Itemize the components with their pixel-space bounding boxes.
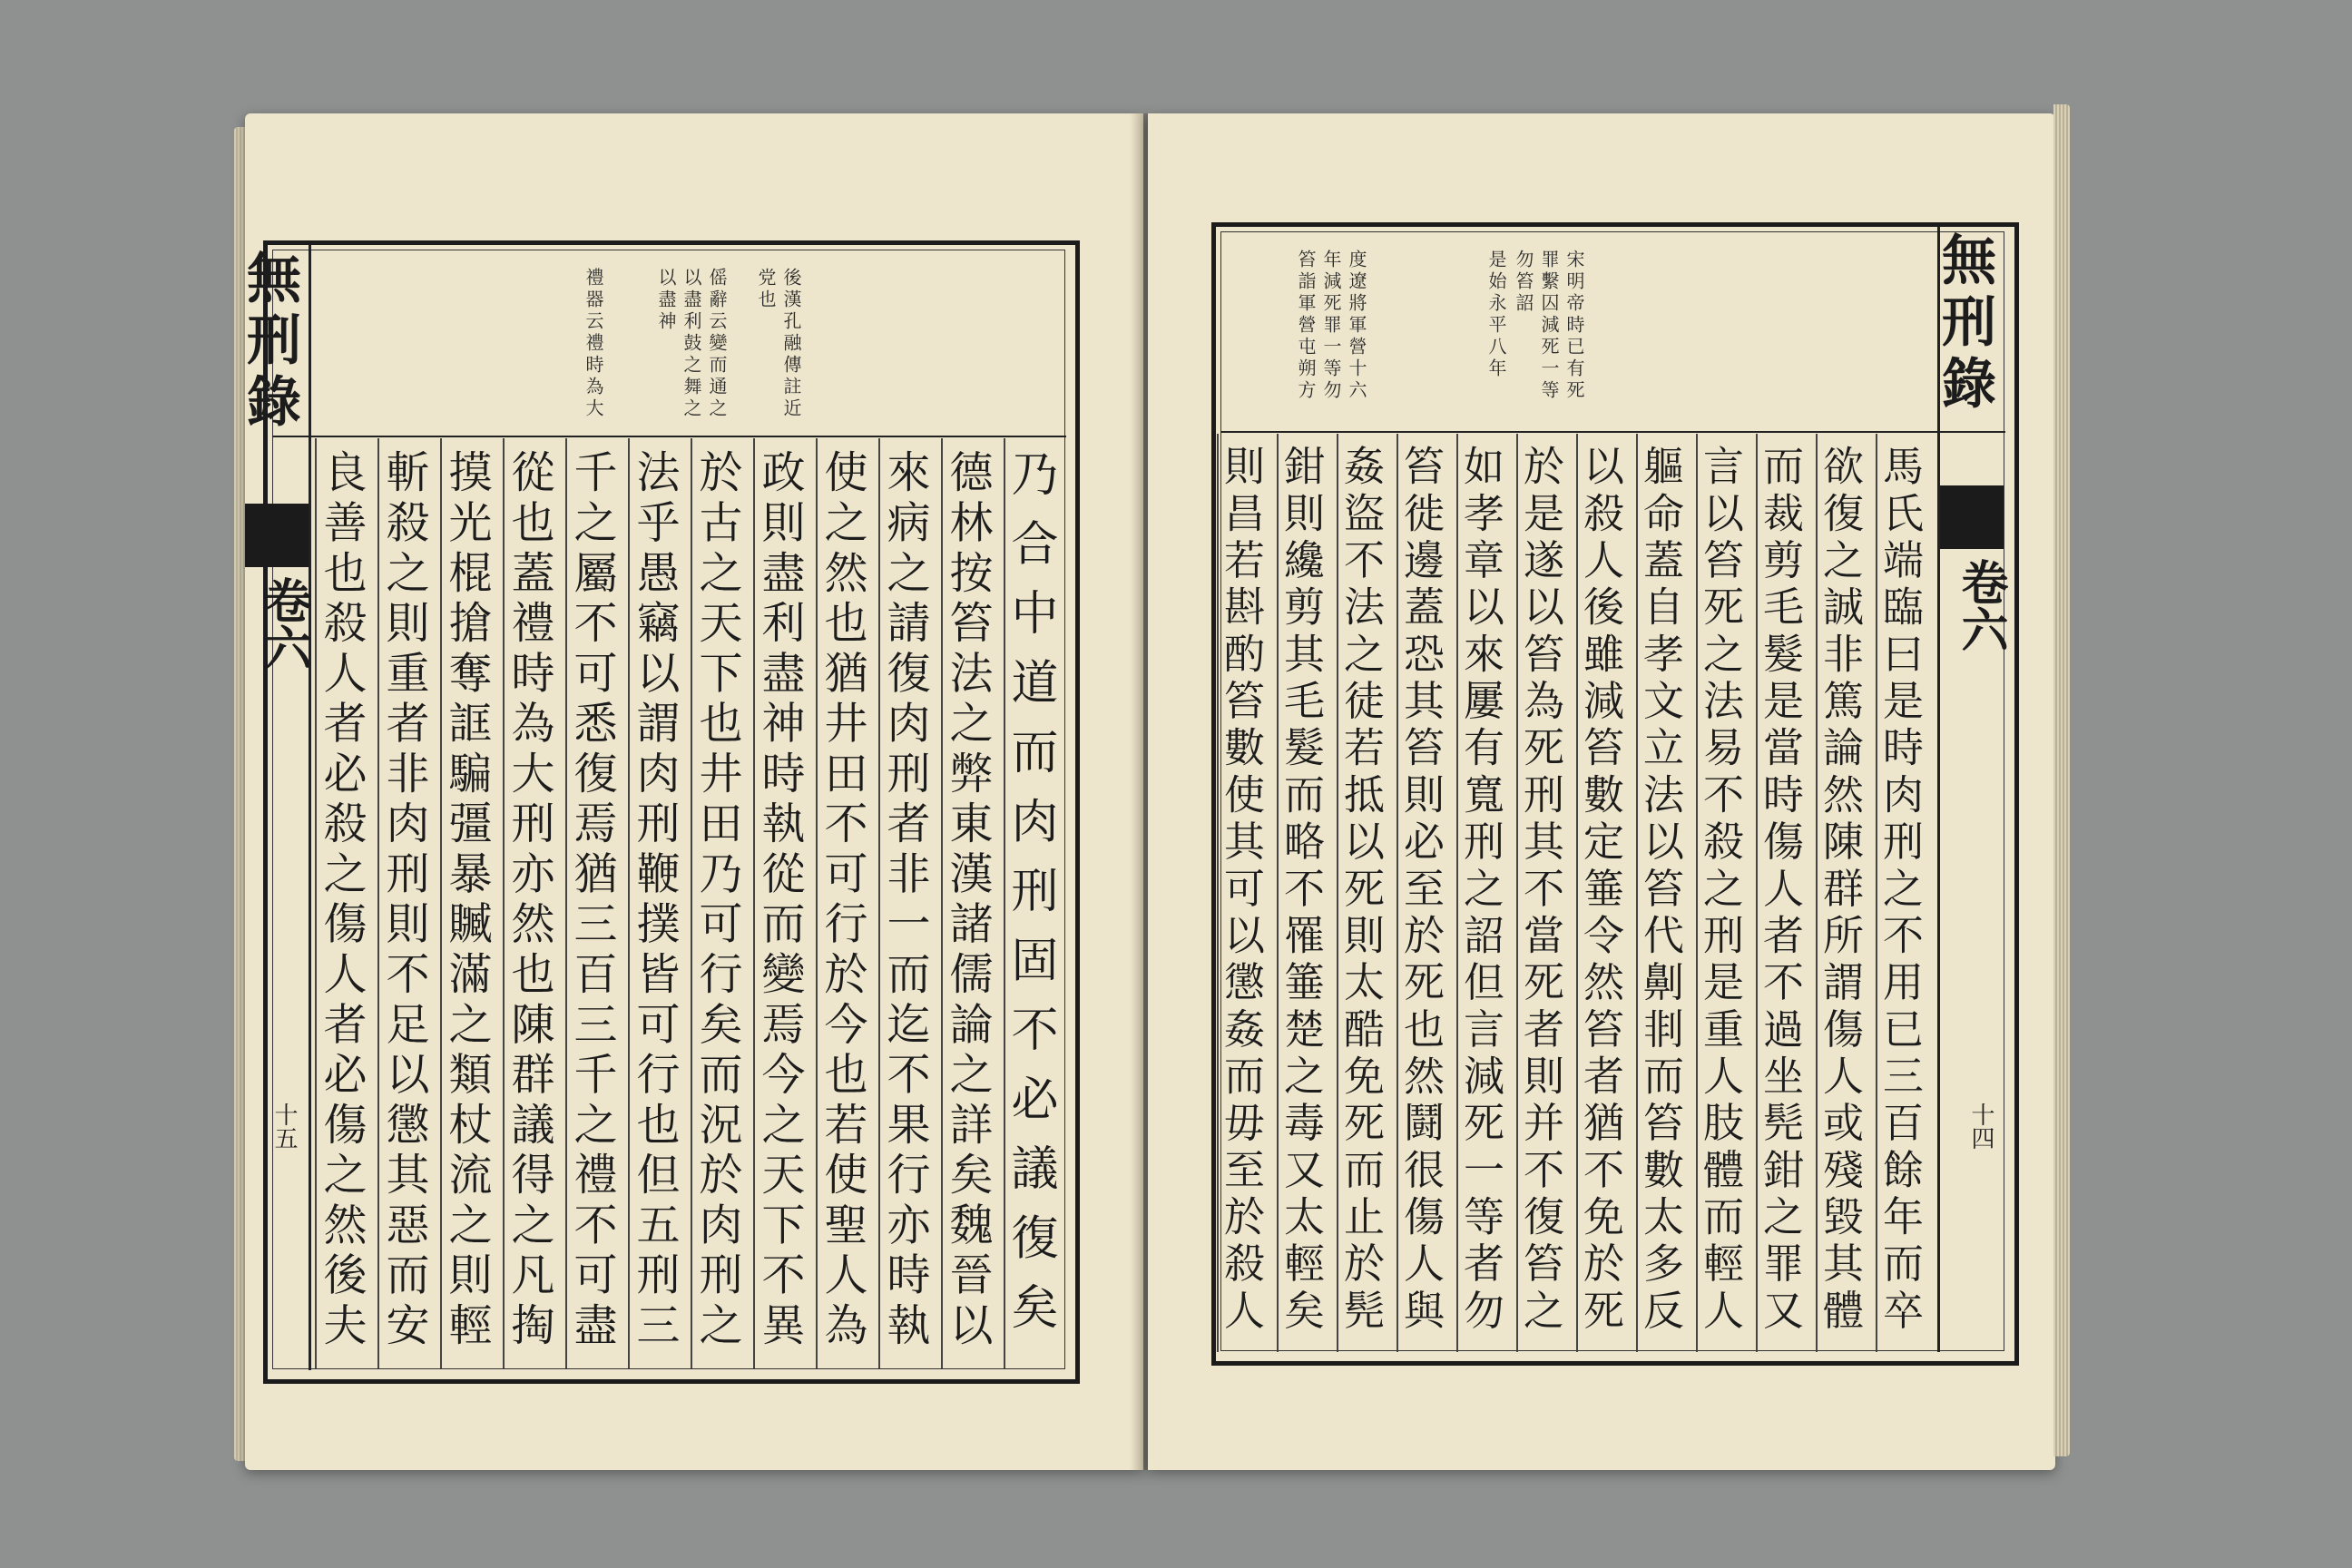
text-column: 千之屬不可悉復焉猶三百三千之禮不可盡 (566, 449, 617, 1352)
headnote-rule (1220, 431, 2005, 433)
page-edges (2053, 104, 2070, 1456)
text-column: 軀命蓋自孝文立法以笞代劓剕而笞數太多反 (1636, 445, 1684, 1336)
headnote: 是始永平八年 (1485, 250, 1507, 380)
text-column: 德林按笞法之弊東漢諸儒論之詳矣魏晉以 (942, 449, 993, 1352)
text-column: 於是遂以笞為死刑其不當死者則并不復笞之 (1516, 445, 1564, 1336)
margin-volume: 卷六 (256, 576, 311, 671)
text-column: 以殺人後雖減笞數定箠令然笞者猶不免於死 (1576, 445, 1624, 1336)
text-column: 良善也殺人者必殺之傷人者必傷之然後夫 (316, 449, 367, 1352)
margin-black-band (245, 504, 309, 567)
headnote-rule (272, 436, 1066, 437)
open-book (238, 95, 2060, 1479)
headnote: 禮器云禮時為大 (583, 268, 604, 420)
margin-title: 無刑錄 (238, 250, 301, 435)
text-column: 來病之請復肉刑者非一而迄不果行亦時執 (879, 449, 930, 1352)
text-column: 欲復之誠非篤論然陳群所謂傷人或殘毀其體 (1816, 445, 1864, 1336)
text-column: 摸光棍搶奪誆騙彊暴贓滿之類杖流之則輕 (441, 449, 492, 1352)
text-column: 而裁剪毛髮是當時傷人者不過坐髡鉗之罪又 (1756, 445, 1804, 1336)
text-column: 使之然也猶井田不可行於今也若使聖人為 (817, 449, 867, 1352)
margin-volume: 卷六 (1953, 558, 2008, 652)
text-column: 乃合中道而肉刑固不必議復矣 (1003, 449, 1057, 1352)
margin-title: 無刑錄 (1933, 231, 1996, 416)
text-column: 笞徙邊蓋恐其笞則必至於死也然鬪很傷人與 (1396, 445, 1445, 1336)
text-column: 從也蓋禮時為大刑亦然也陳群議得之凡掏 (504, 449, 554, 1352)
folio-number: 十四 (1967, 1102, 1994, 1150)
text-column: 政則盡利盡神時執從而變焉今之天下不異 (754, 449, 805, 1352)
text-column: 法乎愚竊以謂肉刑鞭撲皆可行也但五刑三 (629, 449, 680, 1352)
text-column: 如孝章以來屢有寬刑之詔但言減死一等者勿 (1456, 445, 1504, 1336)
headnote: 傜辭云變而通之以盡利鼓之舞之以盡神 (655, 268, 728, 420)
right-page (1148, 113, 2055, 1470)
headnote: 後漢孔融傳註近党也 (755, 268, 802, 420)
text-column: 則昌若斟酌笞數使其可以懲姦而毋至於殺人 (1217, 445, 1265, 1336)
left-page (238, 113, 1143, 1470)
headnote: 宋明帝時已有死罪繫囚減死一等勿笞詔 (1513, 250, 1585, 402)
text-column: 言以笞死之法易不殺之刑是重人肢體而輕人 (1696, 445, 1744, 1336)
text-column: 於古之天下也井田乃可行矣而況於肉刑之 (691, 449, 742, 1352)
text-column: 鉗則纔剪其毛髮而略不罹箠楚之毒又太輕矣 (1277, 445, 1325, 1336)
text-column: 馬氏端臨曰是時肉刑之不用已三百餘年而卒 (1876, 445, 1924, 1336)
headnote: 度遼將軍營十六年減死罪一等勿笞詣軍營屯朔方 (1295, 250, 1367, 402)
text-column: 姦盜不法之徒若抵以死則太酷免死而止於髡 (1337, 445, 1385, 1336)
folio-number: 十五 (270, 1102, 298, 1150)
text-column: 斬殺之則重者非肉刑則不足以懲其惡而安 (378, 449, 429, 1352)
margin-black-band (1940, 485, 2004, 549)
